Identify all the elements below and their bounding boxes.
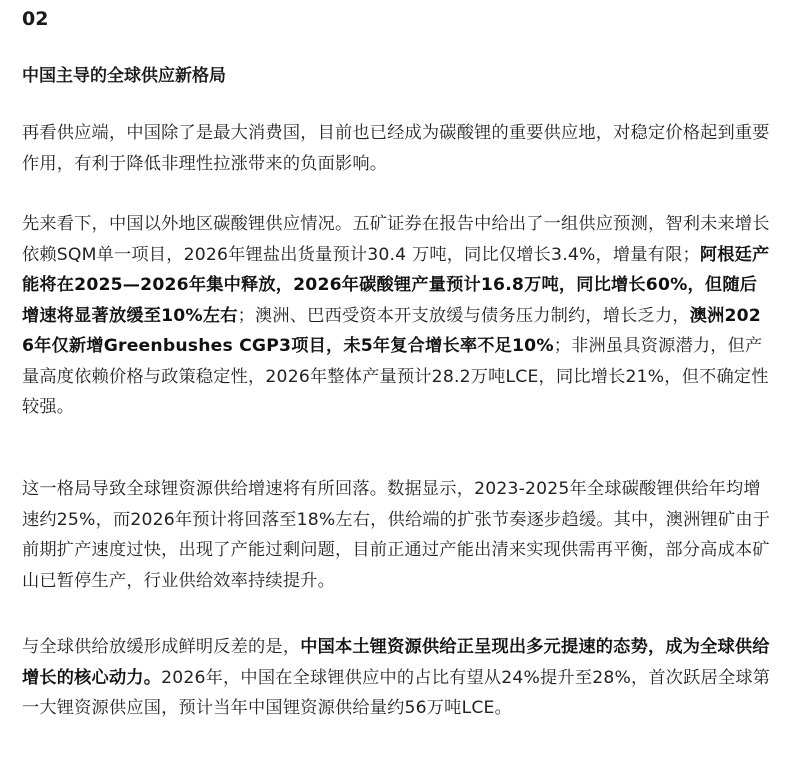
body-text: 这一格局导致全球锂资源供给增速将有所回落。数据显示，2023-2025年全球碳酸锂供给年均增速约25%，而2026年预计将回落至18%左右，供给端的扩张节奏逐步趋缓。其中，澳洲锂矿由于前期扩产速度过快，出现了产能过剩问题，目前正通过产能出清来实现供需再平衡，部分高成本矿山已暂停生产，行业供给效率持续提升。 <box>22 479 771 591</box>
body-text: ；非洲虽具资源潜力，但产量高度依赖价格与政策稳定性，2026年整体产量预计28.2万吨LCE，同比增长21%，但不确定性较强。 <box>22 336 769 417</box>
paragraph-overseas-supply <box>22 209 773 423</box>
paragraph-supply-side <box>22 118 773 179</box>
body-text: 先来看下，中国以外地区碳酸锂供应情况。五矿证券在报告中给出了一组供应预测，智利未来增长依赖SQM单一项目，2026年锂盐出货量预计30.4 万吨，同比仅增长3.4%，增量有限； <box>22 214 770 265</box>
body-text: 2026年，中国在全球锂供应中的占比有望从24%提升至28%，首次跃居全球第一大锂资源供应国，预计当年中国锂资源供给量约56万吨LCE。 <box>22 667 771 718</box>
paragraph-china-supply <box>22 632 773 724</box>
paragraph-global-growth <box>22 474 773 596</box>
section-title: 中国主导的全球供应新格局 <box>22 66 226 86</box>
emphasis-text: 澳洲2026年仅新增Greenbushes CGP3项目，未5年复合增长率不足10% <box>22 305 761 356</box>
emphasis-text: 中国本土锂资源供给正呈现出多元提速的态势，成为全球供给增长的核心动力。 <box>22 637 770 688</box>
body-text: ；澳洲、巴西受资本开支放缓与债务压力制约，增长乏力， <box>237 305 690 326</box>
body-text: 与全球供给放缓形成鲜明反差的是， <box>22 637 301 657</box>
body-text: 再看供应端，中国除了是最大消费国，目前也已经成为碳酸锂的重要供应地，对稳定价格起到重要作用，有利于降低非理性拉涨带来的负面影响。 <box>22 123 770 174</box>
section-number: 02 <box>22 8 49 30</box>
emphasis-text: 阿根廷产能将在2025—2026年集中释放，2026年碳酸锂产量预计16.8万吨，同比增长60%，但随后增速将显著放缓至10%左右 <box>22 244 770 326</box>
